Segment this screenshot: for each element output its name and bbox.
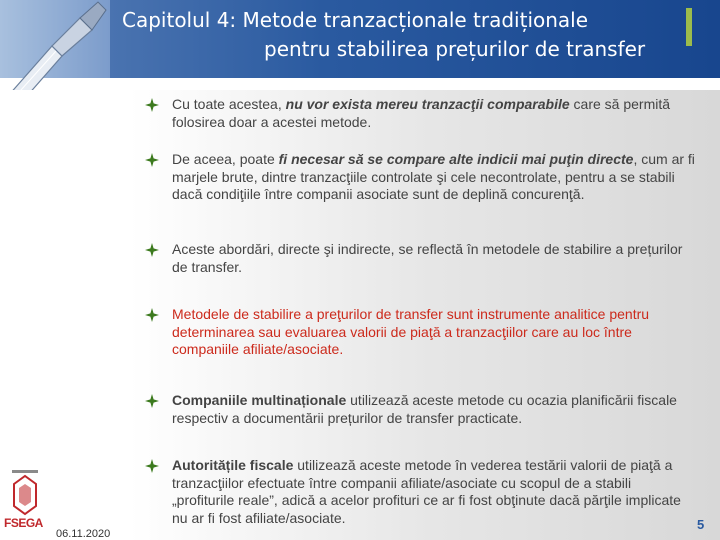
slide-title (110, 6, 710, 64)
text-segment: utilizează aceste metode în vederea testării valorii de piaţă a tranzacţiilor efectuate între companii afiliate/asociate cu scopul de a stabili „profiturile reale”, adică a acelor profituri ce ar fi fost obţinute dacă părţile implicate nu ar fi fost afiliate/asociate. (172, 457, 681, 526)
text-segment: care să permită folosirea doar a acestei metode. (172, 96, 671, 130)
text-segment-highlight: Metodele de stabilire a preţurilor de transfer sunt instrumente analitice pentru determinarea sau evaluarea valorii de piaţă a tranzacţiilor care au loc între companiile afiliate/asociate. (172, 306, 650, 357)
bullet-text (172, 457, 697, 527)
text-segment-emphasis: nu vor exista mereu tranzacţii comparabile (285, 96, 570, 112)
bullet-item-1 (145, 96, 697, 131)
bullet-item-6 (145, 457, 697, 527)
slide-date: 06.11.2020 (56, 528, 111, 540)
bullet-item-2 (145, 151, 697, 204)
diamond-bullet-icon (145, 308, 159, 322)
bullet-text (172, 241, 697, 276)
text-segment-emphasis: fi necesar să se compare alte indicii mai puţin directe (278, 151, 634, 167)
text-segment-bold: Autoritățile fiscale (172, 457, 294, 473)
bullet-text (172, 392, 697, 427)
bullet-text (172, 306, 697, 359)
diamond-bullet-icon (145, 153, 159, 167)
page-number: 5 (697, 517, 705, 532)
bullet-item-5 (145, 392, 697, 427)
bullet-text (172, 96, 697, 131)
slide-title-line2: pentru stabilirea prețurilor de transfer (264, 37, 646, 61)
bullet-item-4 (145, 306, 697, 359)
bullet-item-3 (145, 241, 697, 276)
text-segment: Aceste abordări, directe şi indirecte, se reflectă în metodele de stabilire a prețurilor de transfer. (172, 241, 683, 275)
text-segment: utilizează aceste metode cu ocazia planificării fiscale respectiv a documentării prețurilor de transfer practicate. (172, 392, 677, 426)
text-segment: De aceea, poate (172, 151, 279, 167)
text-segment-bold: Companiile multinaționale (172, 392, 347, 408)
text-segment: , cum ar fi marjele brute, dintre tranzacţiile controlate şi cele necontrolate, pentru a se stabili dacă condiţiile între companii asociate sunt de deplină concurenţă. (172, 151, 695, 202)
diamond-bullet-icon (145, 459, 159, 473)
diamond-bullet-icon (145, 98, 159, 112)
diamond-bullet-icon (145, 243, 159, 257)
slide-title-line1: Capitolul 4: Metode tranzacționale tradiționale (122, 8, 589, 32)
diamond-bullet-icon (145, 394, 159, 408)
bullet-text (172, 151, 697, 204)
text-segment: Cu toate acestea, (172, 96, 286, 112)
fsega-logo-text: FSEGA (4, 516, 43, 530)
